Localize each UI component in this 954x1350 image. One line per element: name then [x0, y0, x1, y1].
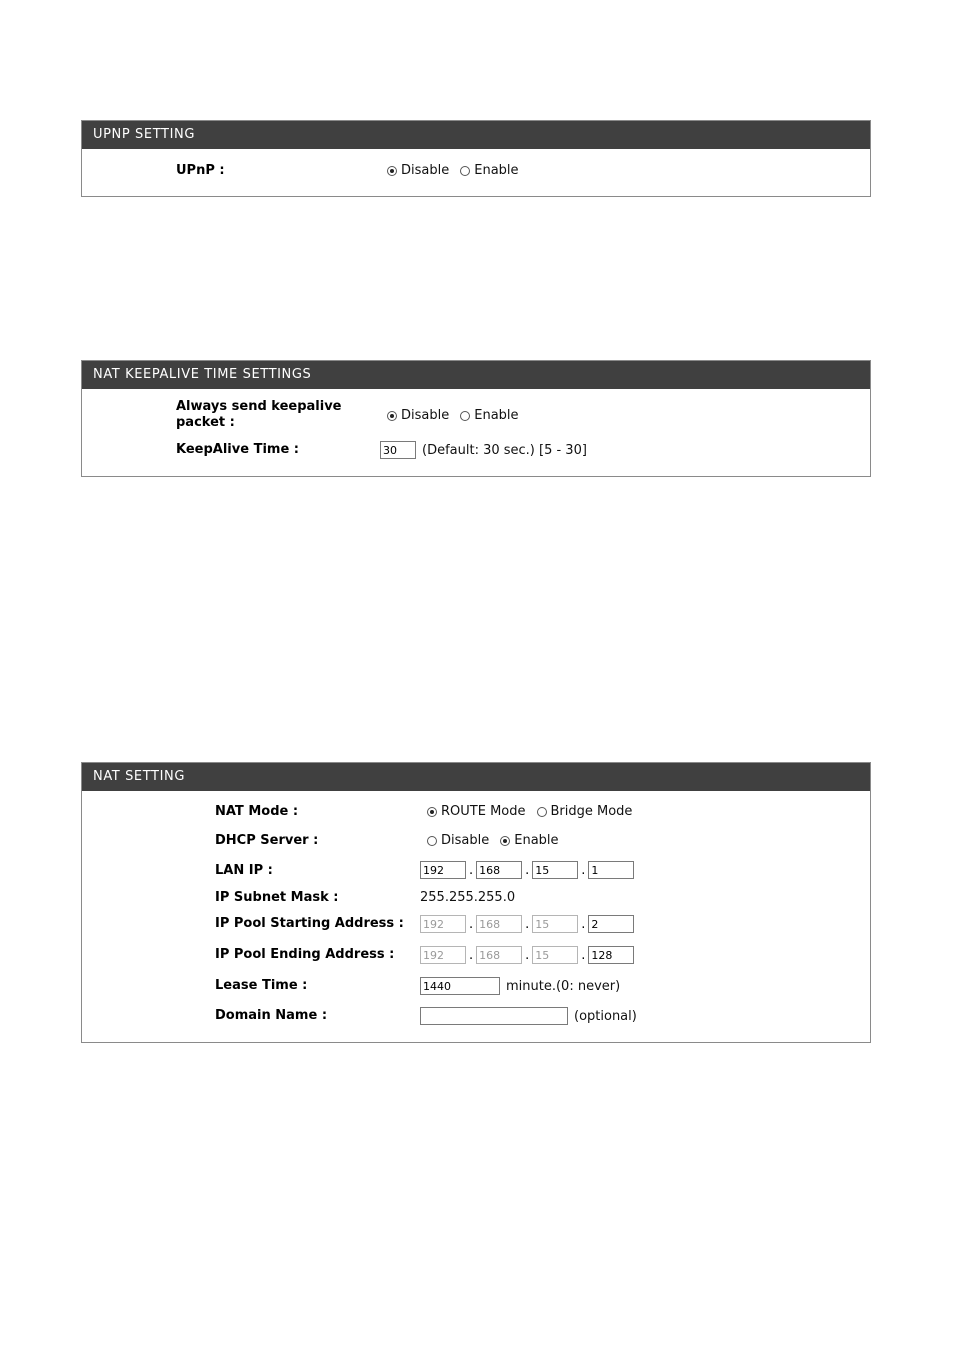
- nat-route-label: ROUTE Mode: [441, 804, 526, 819]
- octet-separator: .: [525, 862, 530, 878]
- lan-ip-octet-4[interactable]: [588, 861, 634, 879]
- subnet-mask-value: 255.255.255.0: [420, 890, 516, 905]
- nat-mode-label: NAT Mode :: [215, 804, 299, 819]
- pool-start-octet-1: [420, 915, 466, 933]
- keepalive-radio-group: [387, 408, 530, 423]
- nat-route-option[interactable]: [427, 804, 526, 819]
- domain-name-input[interactable]: [420, 1007, 568, 1025]
- subnet-mask-label: IP Subnet Mask :: [215, 890, 339, 905]
- lan-ip-octet-2[interactable]: [476, 861, 522, 879]
- upnp-header: UPNP SETTING: [82, 121, 870, 149]
- domain-name-note: (optional): [574, 1008, 637, 1024]
- pool-end-octet-2: [476, 946, 522, 964]
- nat-mode-radio-group: [427, 804, 643, 819]
- pool-start-octet-4[interactable]: [588, 915, 634, 933]
- octet-separator: .: [525, 916, 530, 932]
- dhcp-enable-option[interactable]: [500, 833, 558, 848]
- lan-ip-octet-3[interactable]: [532, 861, 578, 879]
- keepalive-enable-option[interactable]: [460, 408, 518, 423]
- upnp-disable-radio[interactable]: [387, 166, 397, 176]
- lan-ip-label: LAN IP :: [215, 863, 273, 878]
- lan-ip-octet-1[interactable]: [420, 861, 466, 879]
- octet-separator: .: [525, 947, 530, 963]
- nat-header: NAT SETTING: [82, 763, 870, 791]
- octet-separator: .: [581, 916, 586, 932]
- dhcp-server-label: DHCP Server :: [215, 833, 319, 848]
- upnp-disable-label: Disable: [401, 163, 450, 178]
- dhcp-enable-radio[interactable]: [500, 836, 510, 846]
- dhcp-radio-group: [427, 833, 570, 848]
- dhcp-enable-label: Enable: [514, 833, 559, 848]
- octet-separator: .: [581, 947, 586, 963]
- keepalive-enable-label: Enable: [474, 408, 519, 423]
- keepalive-disable-option[interactable]: [387, 408, 449, 423]
- nat-route-radio[interactable]: [427, 807, 437, 817]
- keepalive-time-note: (Default: 30 sec.) [5 - 30]: [422, 442, 587, 458]
- upnp-label: UPnP :: [176, 163, 225, 178]
- pool-start-octet-2: [476, 915, 522, 933]
- domain-name-field: [420, 1007, 637, 1025]
- lease-time-label: Lease Time :: [215, 978, 308, 993]
- subnet-mask-field: [420, 890, 515, 905]
- dhcp-disable-radio[interactable]: [427, 836, 437, 846]
- upnp-panel: [81, 120, 871, 197]
- upnp-enable-option[interactable]: [460, 163, 518, 178]
- pool-start-label: IP Pool Starting Address :: [215, 916, 404, 931]
- dhcp-disable-label: Disable: [441, 833, 490, 848]
- keepalive-enable-radio[interactable]: [460, 411, 470, 421]
- lease-time-note: minute.(0: never): [506, 978, 621, 994]
- upnp-radio-group: [387, 163, 530, 178]
- octet-separator: .: [469, 862, 474, 878]
- pool-end-octet-4[interactable]: [588, 946, 634, 964]
- keepalive-panel: [81, 360, 871, 477]
- lease-time-field: [420, 977, 620, 995]
- nat-bridge-label: Bridge Mode: [550, 804, 633, 819]
- nat-bridge-radio[interactable]: [537, 807, 547, 817]
- pool-end-label: IP Pool Ending Address :: [215, 947, 395, 962]
- keepalive-time-field: [380, 441, 587, 459]
- pool-end-octet-1: [420, 946, 466, 964]
- nat-panel: [81, 762, 871, 1043]
- nat-bridge-option[interactable]: [537, 804, 633, 819]
- keepalive-time-input[interactable]: [380, 441, 416, 459]
- pool-end-octet-3: [532, 946, 578, 964]
- upnp-enable-radio[interactable]: [460, 166, 470, 176]
- lan-ip-field: [420, 861, 634, 879]
- octet-separator: .: [469, 916, 474, 932]
- octet-separator: .: [581, 862, 586, 878]
- dhcp-disable-option[interactable]: [427, 833, 489, 848]
- pool-end-field: [420, 946, 634, 964]
- pool-start-octet-3: [532, 915, 578, 933]
- octet-separator: .: [469, 947, 474, 963]
- pool-start-field: [420, 915, 634, 933]
- upnp-enable-label: Enable: [474, 163, 519, 178]
- keepalive-header: NAT KEEPALIVE TIME SETTINGS: [82, 361, 870, 389]
- keepalive-disable-label: Disable: [401, 408, 450, 423]
- upnp-disable-option[interactable]: [387, 163, 449, 178]
- keepalive-time-label: KeepAlive Time :: [176, 442, 299, 457]
- lease-time-input[interactable]: [420, 977, 500, 995]
- keepalive-disable-radio[interactable]: [387, 411, 397, 421]
- keepalive-always-label: Always send keepalive packet :: [176, 399, 342, 430]
- domain-name-label: Domain Name :: [215, 1008, 328, 1023]
